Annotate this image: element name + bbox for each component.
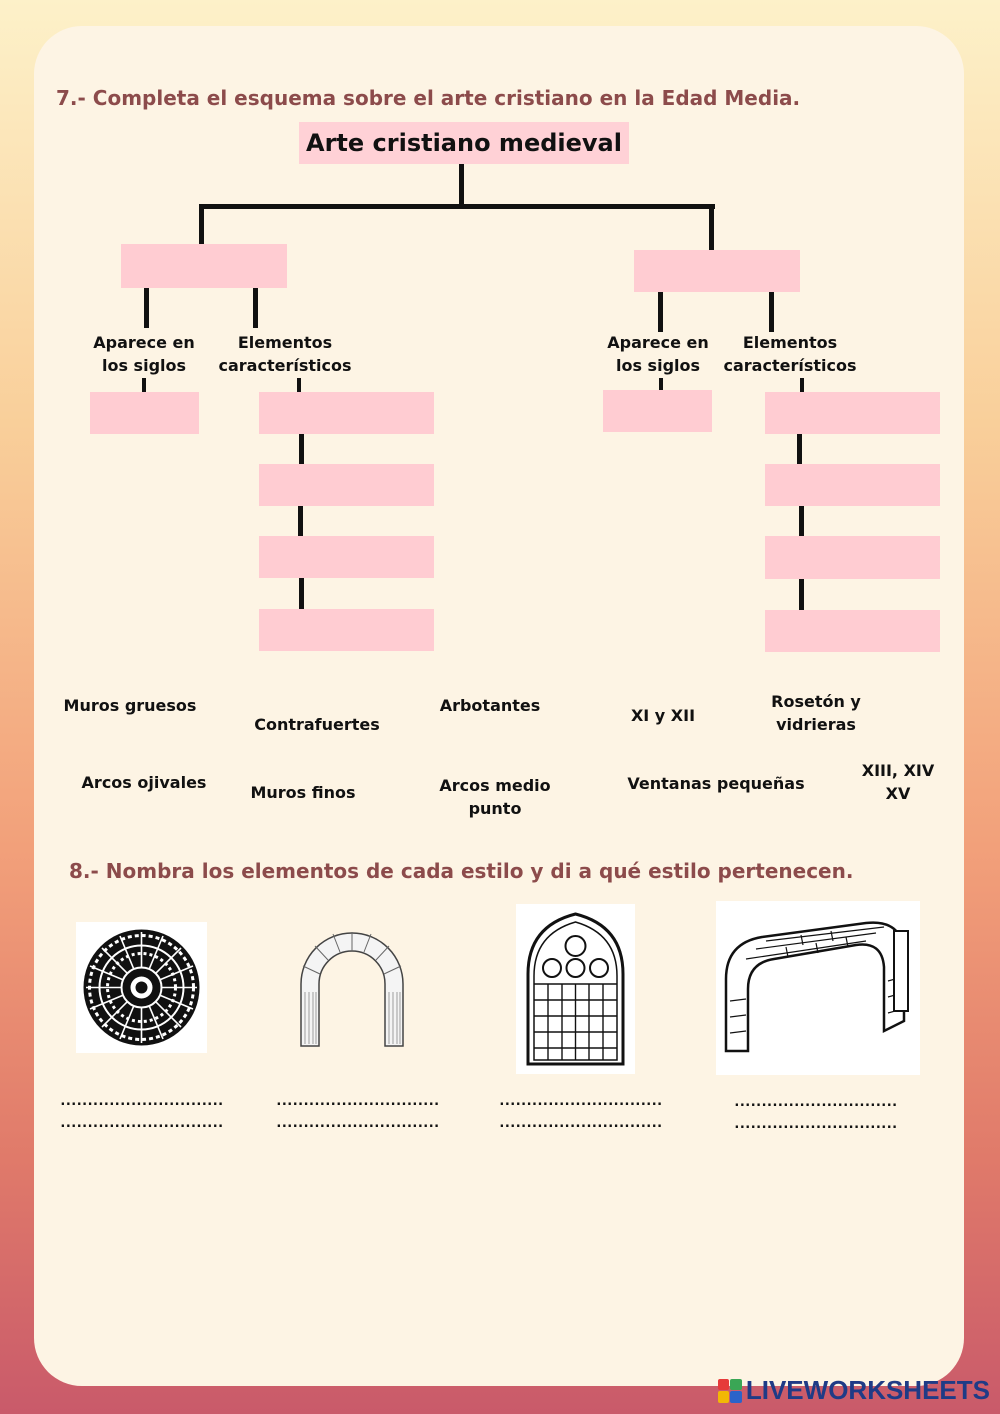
connector-right-elements bbox=[769, 292, 774, 332]
question-7-title: 7.- Completa el esquema sobre el arte cristiano en la Edad Media. bbox=[56, 86, 801, 110]
connector-left-elements-box bbox=[297, 378, 301, 392]
logo-mark-icon bbox=[718, 1379, 742, 1403]
word-muros-gruesos[interactable]: Muros gruesos bbox=[63, 696, 197, 715]
gothic-window-icon bbox=[516, 904, 635, 1074]
question-8-title: 8.- Nombra los elementos de cada estilo y di a qué estilo pertenecen. bbox=[69, 859, 854, 883]
connector-right-el-2 bbox=[799, 506, 804, 536]
logo-text: LIVEWORKSHEETS bbox=[745, 1375, 990, 1405]
answer-4-line-2[interactable]: .............................. bbox=[734, 1117, 898, 1132]
connector-root bbox=[459, 164, 464, 206]
right-element-4-input[interactable] bbox=[765, 610, 940, 652]
left-centuries-input[interactable] bbox=[90, 392, 199, 434]
connector-right-el-3 bbox=[799, 579, 804, 610]
connector-horizontal bbox=[199, 204, 715, 209]
word-roseton-vidrieras[interactable]: Rosetón y vidrieras bbox=[771, 692, 861, 734]
connector-left-el-3 bbox=[299, 578, 304, 609]
left-element-2-input[interactable] bbox=[259, 464, 434, 506]
answer-1-line-2[interactable]: .............................. bbox=[60, 1116, 224, 1131]
left-centuries-label: Aparece en los siglos bbox=[93, 333, 195, 375]
right-element-3-input[interactable] bbox=[765, 536, 940, 579]
left-element-4-input[interactable] bbox=[259, 609, 434, 651]
left-element-1-input[interactable] bbox=[259, 392, 434, 434]
connector-right-branch bbox=[709, 204, 714, 252]
connector-left-branch bbox=[199, 204, 204, 246]
word-ventanas-pequenas[interactable]: Ventanas pequeñas bbox=[627, 774, 805, 793]
word-arbotantes[interactable]: Arbotantes bbox=[439, 696, 541, 715]
left-elements-label: Elementos característicos bbox=[218, 333, 352, 375]
connector-right-el-1 bbox=[797, 434, 802, 464]
answer-3-line-1[interactable]: .............................. bbox=[499, 1094, 663, 1109]
word-contrafuertes[interactable]: Contrafuertes bbox=[254, 715, 380, 734]
word-arcos-medio-punto[interactable]: Arcos medio punto bbox=[439, 776, 551, 818]
word-xi-y-xii[interactable]: XI y XII bbox=[630, 706, 696, 725]
connector-right-elements-box bbox=[800, 378, 804, 392]
style-right-input[interactable] bbox=[634, 250, 800, 292]
rose-window-icon bbox=[76, 922, 207, 1053]
answer-3-line-2[interactable]: .............................. bbox=[499, 1116, 663, 1131]
left-element-3-input[interactable] bbox=[259, 536, 434, 578]
answer-2-line-2[interactable]: .............................. bbox=[276, 1116, 440, 1131]
right-centuries-label: Aparece en los siglos bbox=[607, 333, 709, 375]
connector-left-el-2 bbox=[298, 506, 303, 536]
word-xiii-xiv-xv[interactable]: XIII, XIV XV bbox=[861, 761, 935, 803]
connector-left-el-1 bbox=[299, 434, 304, 464]
right-element-2-input[interactable] bbox=[765, 464, 940, 506]
right-element-1-input[interactable] bbox=[765, 392, 940, 434]
style-left-input[interactable] bbox=[121, 244, 287, 288]
answer-2-line-1[interactable]: .............................. bbox=[276, 1094, 440, 1109]
liveworksheets-logo bbox=[718, 1375, 990, 1406]
round-arch-icon bbox=[293, 922, 411, 1050]
connector-right-centuries-box bbox=[659, 378, 663, 390]
answer-4-line-1[interactable]: .............................. bbox=[734, 1095, 898, 1110]
connector-left-centuries bbox=[144, 288, 149, 328]
word-muros-finos[interactable]: Muros finos bbox=[250, 783, 356, 802]
connector-right-centuries bbox=[658, 292, 663, 332]
diagram-root: Arte cristiano medieval bbox=[299, 122, 629, 164]
right-centuries-input[interactable] bbox=[603, 390, 712, 432]
connector-left-centuries-box bbox=[142, 378, 146, 392]
connector-left-elements bbox=[253, 288, 258, 328]
barrel-vault-icon bbox=[716, 901, 920, 1075]
answer-1-line-1[interactable]: .............................. bbox=[60, 1094, 224, 1109]
word-arcos-ojivales[interactable]: Arcos ojivales bbox=[81, 773, 207, 792]
right-elements-label: Elementos característicos bbox=[723, 333, 857, 375]
